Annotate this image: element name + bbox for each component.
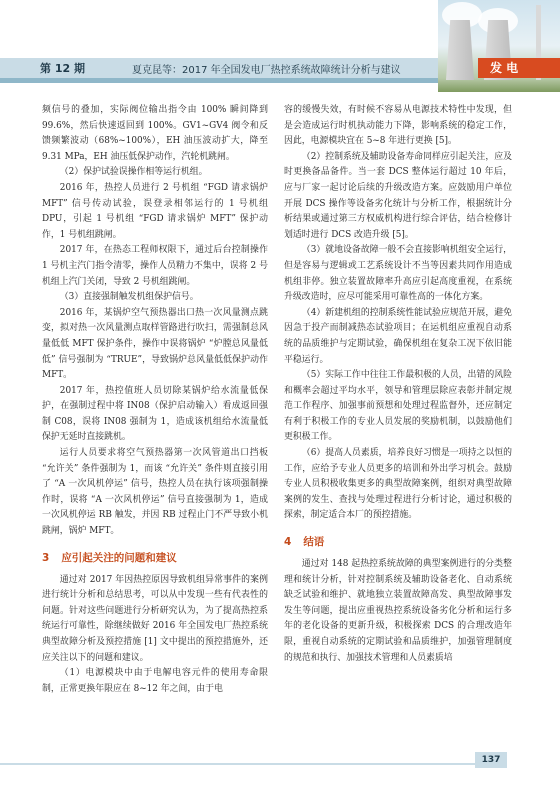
section-title: 结语 bbox=[303, 536, 325, 549]
section-heading bbox=[42, 550, 268, 565]
page-header bbox=[0, 0, 560, 92]
paragraph: 2017 年，热控值班人员切除某锅炉给水流量低保护，在强制过程中将 IN08（保护启动输入）看成返回强制 C08，误将 IN08 强制为 1，造成该机组给水流量低保护无延时直接跳机。 bbox=[42, 385, 268, 443]
paragraph: 运行人员要求将空气预热器第一次风管道出口挡板 “允许关” 条件强制为 1，而该 “允许关” 条件则直接引用了 “A 一次风机停运” 信号，热控人员在执行该项强制操作时，误将 “A 一次风机停运” 信号直接强制为 1，造成一次风机停运 RB 触发，并因 RB 过程止门不严导致小机跳闸，锅炉 MFT。 bbox=[42, 448, 268, 537]
paragraph: 通过对 148 起热控系统故障的典型案例进行的分类整理和统计分析，针对控制系统及辅助设备老化、自动系统缺乏试验和维护、就地独立装置故障高发、典型故障事发发生等问题，提出应重视热控系统设备劣化分析和运行多年的老化设备的更新升级，积极探索 DCS 的合理改造年限，重视自动系统的定期试验和品质维护，加强管理制度的规范和执行、加强技术管理和人员素质培 bbox=[284, 559, 512, 663]
paragraph: （3）直接强制触发机组保护信号。 bbox=[59, 292, 199, 303]
footer-strip bbox=[0, 763, 480, 765]
paragraph: 通过对 2017 年因热控原因导致机组异常事件的案例进行统计分析和总结思考，可以从中发现一些有代表性的问题。针对这些问题进行分析研究认为，为了提高热控系统运行可靠性，除继续做好 2016 年全国发电厂热控系统典型故障分析及预控措施 [1] 文中提出的预控措施外，还应关注以下的问题和建议。 bbox=[42, 574, 268, 663]
issue-number: 第 12 期 bbox=[40, 62, 85, 75]
paragraph: 2017 年，在热态工程师权限下，通过后台控制操作 1 号机主汽门指令清零，操作人员精力不集中，误将 2 号机组上汽门关闭，导致 2 号机组跳闸。 bbox=[42, 245, 268, 287]
paragraph: 频信号的叠加，实际阀位输出指令由 100% 瞬间降到 99.6%，然后快速返回到 100%。GV1~GV4 阀令和反馈频繁波动（68%~100%），EH 油压波动扩大，降至 9.31 MPa，EH 油压低保护动作，汽轮机跳闸。 bbox=[42, 105, 268, 162]
paragraph: （5）实际工作中往往工作最积极的人员，出错的风险和概率会超过平均水平，领导和管理层除应表彰并制定规范工作程序、加强事前预想和处理过程监督外，还应制定有利于积极工作的专业人员发展的奖励机制，以鼓励他们更积极工作。 bbox=[284, 370, 512, 443]
paragraph: 2016 年，某锅炉空气预热器出口热一次风量测点跳变，拟对热一次风量测点取样管路进行吹扫，需强制总风量低低 MFT 保护条件，操作中误将锅炉 “炉膛总风量低低” 信号强制为 “TRUE”，导致锅炉总风量低低保护动作 MFT。 bbox=[42, 307, 268, 381]
paragraph: （1）电源模块中由于电解电容元件的使用寿命限制，正常更换年限应在 8~12 年之间，由于电 bbox=[42, 668, 268, 694]
cooling-tower bbox=[446, 20, 474, 80]
journal-badge: 发 电 bbox=[478, 58, 560, 78]
section-number: 3 bbox=[42, 551, 50, 564]
page-number: 137 bbox=[475, 752, 507, 768]
section-heading bbox=[284, 534, 512, 549]
paragraph: （3）就地设备故障一般不会直接影响机组安全运行，但是容易与逻辑或工艺系统设计不当等因素共同作用造成机组非停。独立装置故障率升高应引起高度重视，在系统升级改造时，应尽可能采用可靠性高的一体化方案。 bbox=[284, 245, 512, 303]
right-column bbox=[284, 103, 512, 666]
paragraph: 容的缓慢失效，有时候不容易从电源技术特性中发现，但是会造成运行时机执动能力下降，影响系统的稳定工作，因此，电源模块宜在 5~8 年进行更换 [5]。 bbox=[284, 105, 512, 147]
paragraph: （2）保护试验误操作相等运行机组。 bbox=[59, 167, 208, 178]
paragraph: （2）控制系统及辅助设备寿命同样应引起关注，应及时更换备品备件。当一套 DCS 整体运行超过 10 年后，应与厂家一起讨论后续的升级改造方案。应鼓励用户单位开展 DCS 操作等设备劣化统计与分析工作，根据统计分析结果或通过第三方权威机构进行综合评估，结合检修计划适时进行 DCS 改造升级 [5]。 bbox=[284, 151, 512, 240]
paragraph: （6）提高人员素质，培养良好习惯是一项持之以恒的工作，应给予专业人员更多的培训和外出学习机会。鼓励专业人员积极收集更多的典型故障案例，组织对典型故障案例的发生、查找与处理过程进行分析讨论，通过积极的探索，制定适合本厂的预控措施。 bbox=[284, 448, 512, 521]
power-plant-photo bbox=[438, 0, 560, 92]
left-column bbox=[42, 103, 268, 697]
section-number: 4 bbox=[284, 536, 292, 549]
section-title: 应引起关注的问题和建议 bbox=[61, 551, 177, 564]
paragraph: （4）新建机组的控制系统性能试验应规范开展，避免因急于投产而制减热态试验项目；在运机组应重视自动系统的品质维护与定期试验，确保机组在复杂工况下依旧能平稳运行。 bbox=[284, 307, 512, 365]
running-title: 夏克昆等：2017 年全国发电厂热控系统故障统计分析与建议 bbox=[132, 65, 401, 76]
paragraph: 2016 年，热控人员进行 2 号机组 “FGD 请求锅炉 MFT” 信号传动试验，误登录相邻运行的 1 号机组 DPU，引起 1 号机组 “FGD 请求锅炉 MFT” 保护动作，1 号机组跳闸。 bbox=[42, 182, 268, 240]
